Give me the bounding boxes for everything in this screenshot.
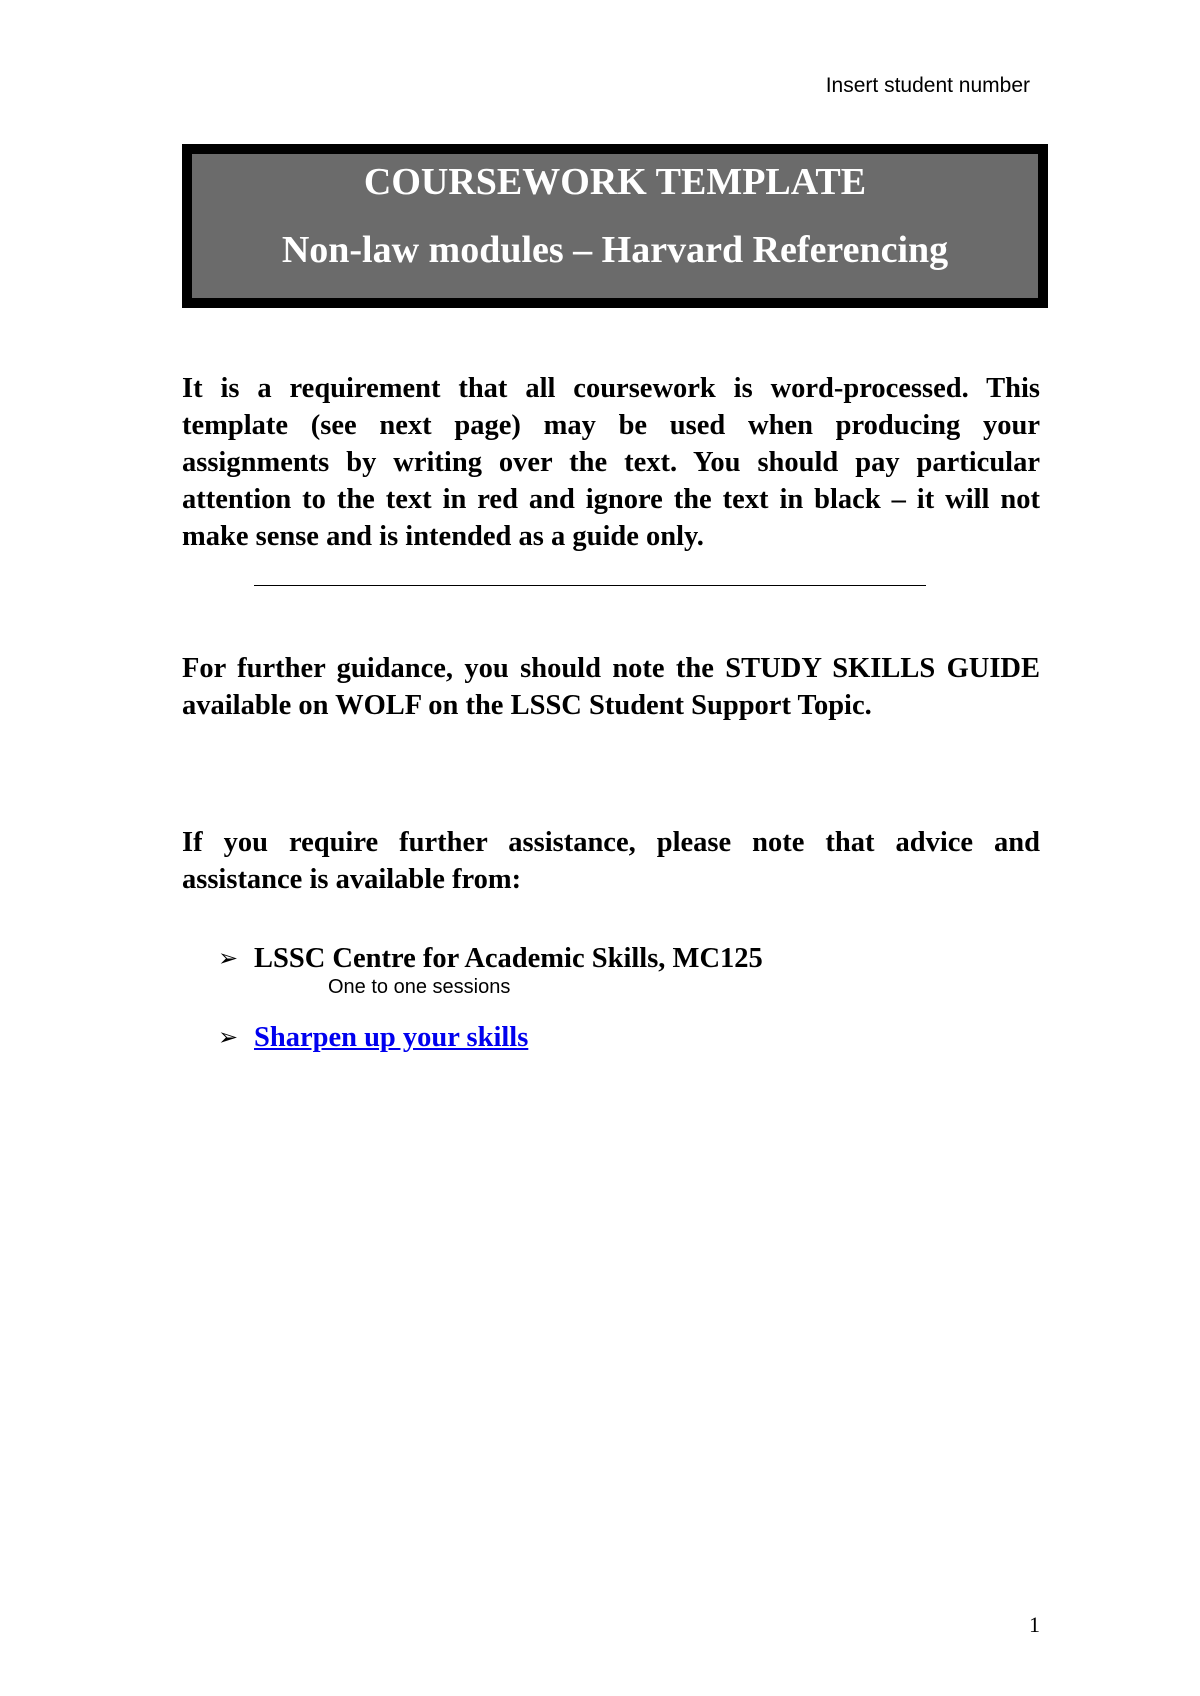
list-item <box>218 940 1038 977</box>
requirement-paragraph: It is a requirement that all coursework is word-processed. This template (see next page) may be used when producing your assignments by writing over the text. You should pay particular attention to the text in red and ignore the text in black – it will not make sense and is intended as a guide only. <box>182 373 1040 552</box>
arrow-bullet-icon: ➢ <box>218 1023 239 1051</box>
assistance-paragraph: If you require further assistance, please note that advice and assistance is available from: <box>182 827 1040 895</box>
title-box <box>182 144 1048 308</box>
guidance-paragraph: For further guidance, you should note the STUDY SKILLS GUIDE available on WOLF on the LSSC Student Support Topic. <box>182 653 1040 721</box>
student-number-header: Insert student number <box>825 74 1030 97</box>
list-item <box>218 1019 1038 1056</box>
sharpen-skills-link[interactable]: Sharpen up your skills <box>254 1022 529 1053</box>
list-item-label: LSSC Centre for Academic Skills, MC125 <box>254 943 763 974</box>
page-number: 1 <box>1029 1612 1040 1637</box>
arrow-bullet-icon: ➢ <box>218 944 239 972</box>
title-box-inner <box>192 154 1038 298</box>
document-title: COURSEWORK TEMPLATE <box>363 161 867 203</box>
document-subtitle: Non-law modules – Harvard Referencing <box>281 228 949 271</box>
assistance-list <box>218 940 1038 1056</box>
list-item-note: One to one sessions <box>328 976 511 998</box>
horizontal-divider <box>254 585 926 586</box>
